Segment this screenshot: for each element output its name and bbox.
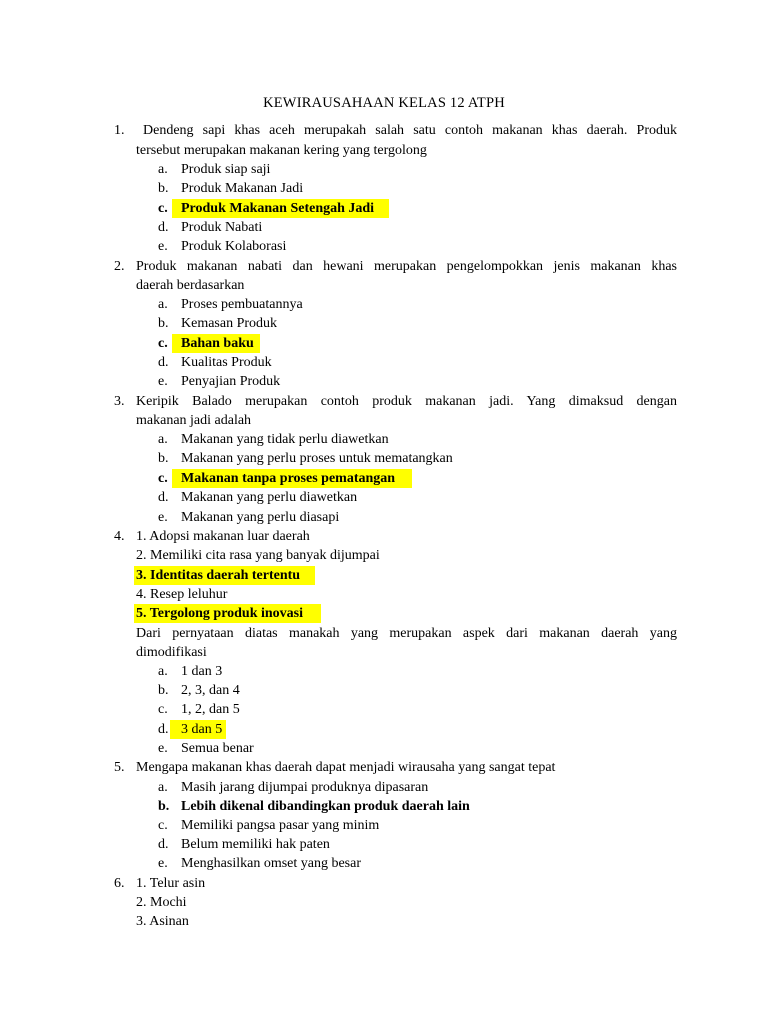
option-text: Produk siap saji: [181, 162, 271, 177]
option-letter: e.: [158, 741, 168, 756]
question-number: 5.: [114, 760, 125, 775]
option-text: Belum memiliki hak paten: [181, 837, 330, 852]
option-text: Kemasan Produk: [181, 316, 278, 331]
option-text: Produk Makanan Jadi: [181, 181, 304, 196]
option-text: 2, 3, dan 4: [181, 683, 240, 698]
statement: 2. Memiliki cita rasa yang banyak dijumpai: [136, 548, 380, 563]
statement-answer: 5. Tergolong produk inovasi: [136, 606, 304, 621]
question-number: 1.: [114, 123, 125, 138]
option-letter: e.: [158, 856, 168, 871]
option-text: Proses pembuatannya: [181, 297, 303, 312]
option-letter-answer: c.: [158, 336, 168, 351]
option-letter: e.: [158, 510, 168, 525]
option-letter: a.: [158, 297, 168, 312]
option-text: Makanan yang perlu diasapi: [181, 510, 340, 525]
statement: 2. Mochi: [136, 895, 187, 910]
statement: 3. Asinan: [136, 914, 189, 929]
question-text-line: tersebut merupakan makanan kering yang tergolong: [136, 143, 427, 158]
option-letter: b.: [158, 316, 169, 331]
option-letter: c.: [158, 702, 168, 717]
option-letter: b.: [158, 451, 169, 466]
statement: 1. Adopsi makanan luar daerah: [136, 529, 310, 544]
question-text-line: makanan jadi adalah: [136, 413, 252, 428]
question-text-line: Dendeng sapi khas aceh merupakah salah satu contoh makanan khas daerah. Produk: [143, 123, 677, 138]
option-text-answer: Makanan tanpa proses pematangan: [181, 471, 396, 486]
statement-answer: 3. Identitas daerah tertentu: [136, 568, 301, 583]
option-text: Makanan yang perlu proses untuk mematangkan: [181, 451, 453, 466]
option-letter: d.: [158, 490, 169, 505]
question-number: 3.: [114, 394, 125, 409]
option-text: Makanan yang perlu diawetkan: [181, 490, 358, 505]
option-text: Produk Kolaborasi: [181, 239, 287, 254]
option-text: 1 dan 3: [181, 664, 223, 679]
option-text-answer: Bahan baku: [181, 336, 254, 351]
option-letter-answer: c.: [158, 201, 168, 216]
option-letter: b.: [158, 683, 169, 698]
option-letter: d.: [158, 837, 169, 852]
question-number: 2.: [114, 259, 125, 274]
question-text-line: daerah berdasarkan: [136, 278, 245, 293]
option-text-answer: Lebih dikenal dibandingkan produk daerah lain: [181, 799, 470, 814]
option-letter: a.: [158, 432, 168, 447]
option-letter: d.: [158, 355, 169, 370]
question-text-line: Dari pernyataan diatas manakah yang merupakan aspek dari makanan daerah yang: [136, 626, 677, 641]
question-text-line: dimodifikasi: [136, 645, 207, 660]
option-letter: c.: [158, 818, 168, 833]
option-text: 1, 2, dan 5: [181, 702, 240, 717]
question-number: 6.: [114, 876, 125, 891]
option-text: Memiliki pangsa pasar yang minim: [181, 818, 380, 833]
question-text-line: Mengapa makanan khas daerah dapat menjadi wirausaha yang sangat tepat: [136, 760, 556, 775]
option-text: Menghasilkan omset yang besar: [181, 856, 362, 871]
statement: 4. Resep leluhur: [136, 587, 228, 602]
question-text-line: Keripik Balado merupakan contoh produk makanan jadi. Yang dimaksud dengan: [136, 394, 677, 409]
statement: 1. Telur asin: [136, 876, 206, 891]
option-letter: e.: [158, 239, 168, 254]
option-text: Kualitas Produk: [181, 355, 272, 370]
question-text-line: Produk makanan nabati dan hewani merupakan pengelompokkan jenis makanan khas: [136, 259, 677, 274]
option-text: Produk Nabati: [181, 220, 263, 235]
document-title: KEWIRAUSAHAAN KELAS 12 ATPH: [263, 95, 505, 111]
option-text: Penyajian Produk: [181, 374, 281, 389]
option-text: Semua benar: [181, 741, 254, 756]
option-letter: a.: [158, 664, 168, 679]
option-letter-answer: b.: [158, 799, 170, 814]
question-number: 4.: [114, 529, 125, 544]
option-letter: b.: [158, 181, 169, 196]
option-text: Makanan yang tidak perlu diawetkan: [181, 432, 389, 447]
option-letter-answer: c.: [158, 471, 168, 486]
option-letter: d.: [158, 220, 169, 235]
option-letter: e.: [158, 374, 168, 389]
option-letter: a.: [158, 780, 168, 795]
option-text-answer: 3 dan 5: [181, 722, 223, 737]
option-letter: d.: [158, 722, 169, 737]
option-text: Masih jarang dijumpai produknya dipasaran: [181, 780, 429, 795]
option-text-answer: Produk Makanan Setengah Jadi: [181, 201, 375, 216]
option-letter: a.: [158, 162, 168, 177]
